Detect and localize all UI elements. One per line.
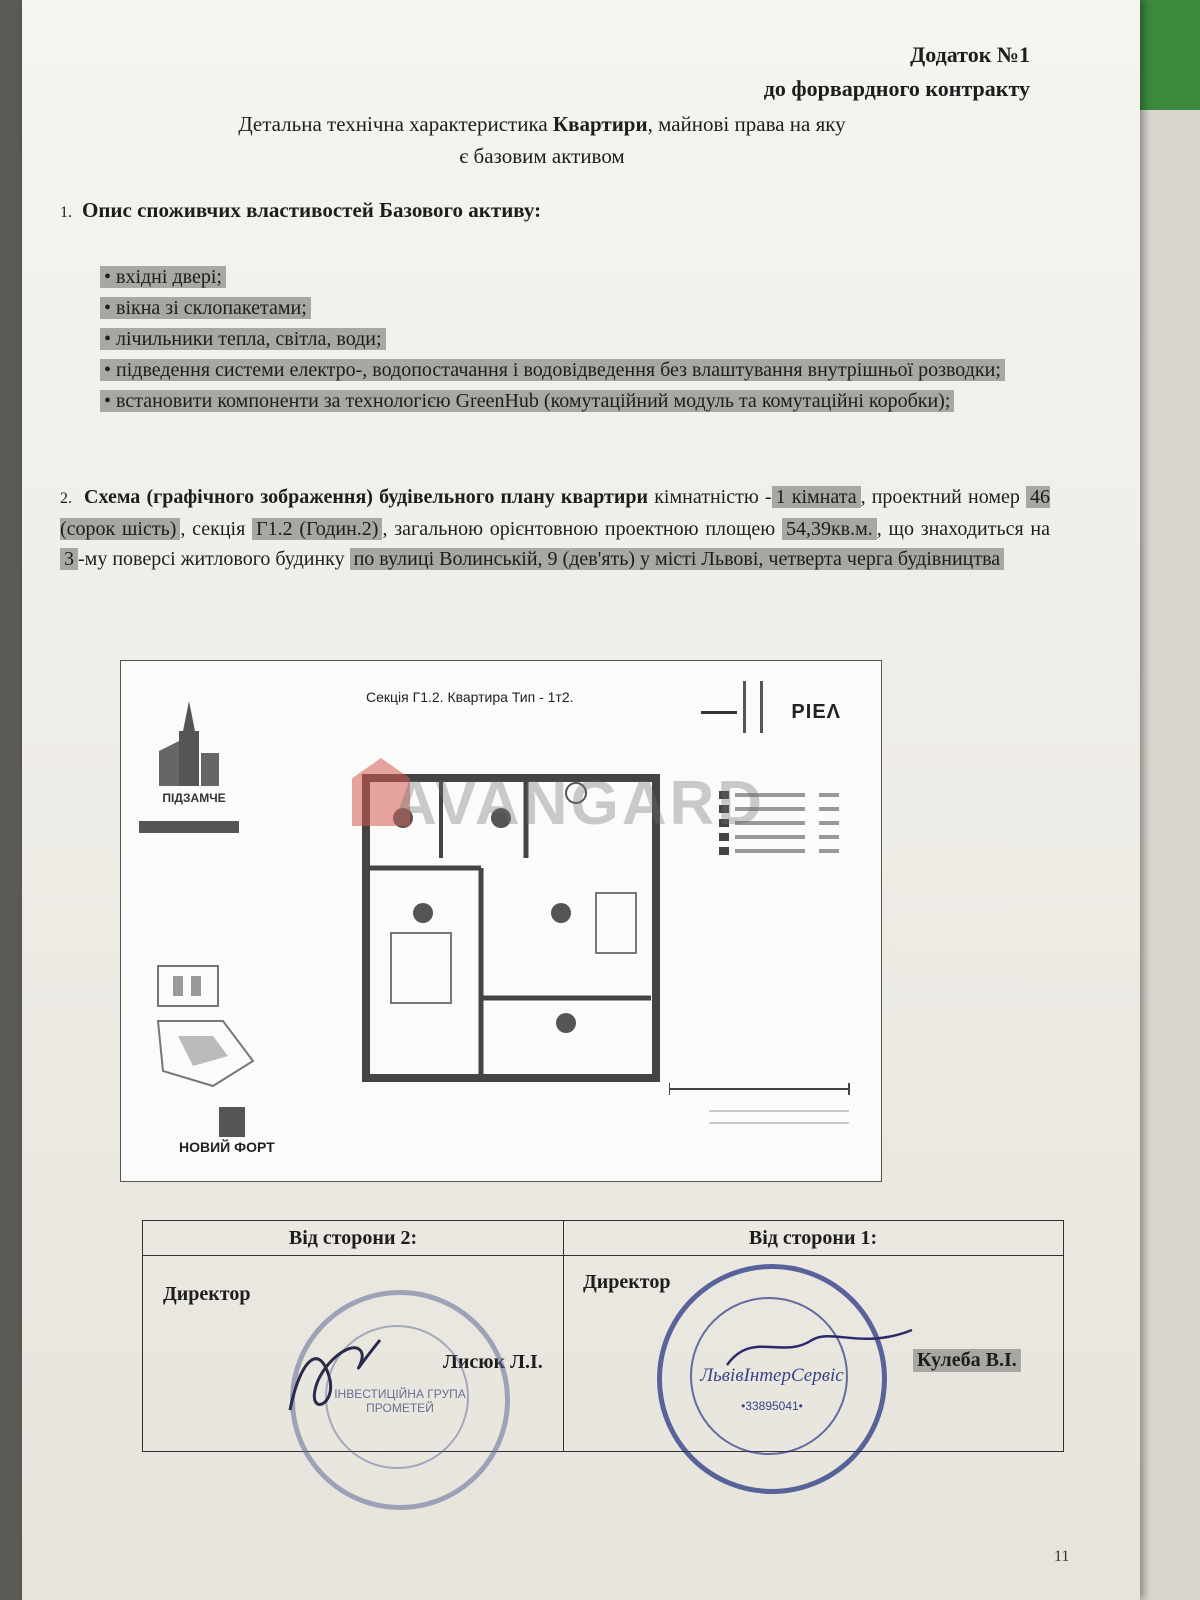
section1-heading: [60, 198, 541, 223]
list-item: [100, 386, 1030, 417]
novyi-fort-logo-text: НОВИЙ ФОРТ: [179, 1139, 275, 1155]
north-arrow-icon: [701, 711, 737, 714]
novyi-fort-logo-icon: [219, 1107, 245, 1137]
text: -му поверсі житлового будинку: [78, 548, 350, 570]
document-title: [132, 108, 952, 172]
address-value: по вулиці Волинській, 9 (дев'ять) у місті Львові, четверта черга будівництва: [350, 548, 1005, 570]
text: , що знаходиться на: [876, 518, 1050, 540]
party2-header: Від сторони 2:: [143, 1221, 563, 1256]
section2-paragraph: [60, 482, 1050, 574]
signature-party2: [280, 1320, 400, 1430]
list-item: [100, 293, 1030, 324]
title-bold: Квартири: [552, 112, 648, 136]
party1-name: Кулеба В.І.: [913, 1349, 1021, 1372]
section-value: Г1.2 (Годин.2): [252, 518, 382, 540]
list-item-text: • вхідні двері;: [100, 266, 226, 288]
section2-number: 2.: [60, 490, 72, 507]
list-item: [100, 262, 1030, 293]
title-line2: є базовим активом: [459, 144, 625, 168]
contract-label: до форвардного контракту: [763, 76, 1030, 101]
list-item: [100, 324, 1030, 355]
text: , загальною орієнтовною проектною площею: [382, 518, 782, 540]
stamp-party1-name: ЛьвівІнтерСервіс: [700, 1365, 844, 1386]
list-item-text: • вікна зі склопакетами;: [100, 297, 311, 319]
church-logo-icon: [149, 701, 229, 791]
riel-logo-text: PIEΛ: [791, 701, 841, 723]
text: , проектний номер: [860, 486, 1026, 508]
apartment-number: 46 (сорок шість): [60, 486, 1050, 540]
rooms-value: 1 кімната: [772, 486, 861, 508]
party2-director-label: Директор: [163, 1283, 251, 1305]
stamp-party2-text: ІНВЕСТИЦІЙНА ГРУПА ПРОМЕТЕЙ: [334, 1387, 466, 1415]
signature-party1: [722, 1320, 922, 1380]
plan-title: Секція Г1.2. Квартира Тип - 1т2.: [366, 689, 574, 705]
document-page: [22, 0, 1140, 1600]
page-number: 11: [1054, 1548, 1070, 1565]
list-item-text: • лічильники тепла, світла, води;: [100, 328, 386, 350]
riel-logo-icon: [743, 681, 763, 733]
watermark-text: AVANGARD: [392, 769, 766, 838]
scale-bar: [669, 1079, 859, 1129]
list-item: [100, 355, 1030, 386]
section2-bold: Схема (графічного зображення) будівельного плану квартири: [84, 486, 649, 508]
title-part: Детальна технічна характеристика: [238, 112, 553, 136]
text: , секція: [180, 518, 253, 540]
list-item-text: • підведення системи електро-, водопостачання і водовідведення без влаштування внутрішньої розводки;: [100, 359, 1005, 381]
party2-name: Лисюк Л.І.: [443, 1351, 543, 1373]
stamp-party1-code: •33895041•: [741, 1399, 803, 1413]
background-green-object: [1138, 0, 1200, 110]
site-map-thumbnail: [153, 961, 263, 1091]
annex-label: Додаток №1: [910, 42, 1030, 67]
section1-number: 1.: [60, 204, 72, 221]
left-logo-text: ПІДЗАМЧЕ: [162, 791, 226, 805]
floor-plan: [120, 660, 882, 1182]
floor-value: 3: [60, 548, 78, 570]
section1-list: [100, 262, 1030, 417]
text: кімнатністю -: [648, 486, 772, 508]
party1-header: Від сторони 1:: [563, 1221, 1063, 1256]
list-item-text: • встановити компоненти за технологією GreenHub (комутаційний модуль та комутаційні коробки);: [100, 390, 954, 412]
section1-title: Опис споживчих властивостей Базового активу:: [82, 198, 542, 222]
title-part: , майнові права на яку: [647, 112, 846, 136]
party1-director-label: Директор: [583, 1271, 671, 1293]
left-logo-bar: [139, 821, 239, 833]
area-value: 54,39кв.м.: [782, 518, 877, 540]
